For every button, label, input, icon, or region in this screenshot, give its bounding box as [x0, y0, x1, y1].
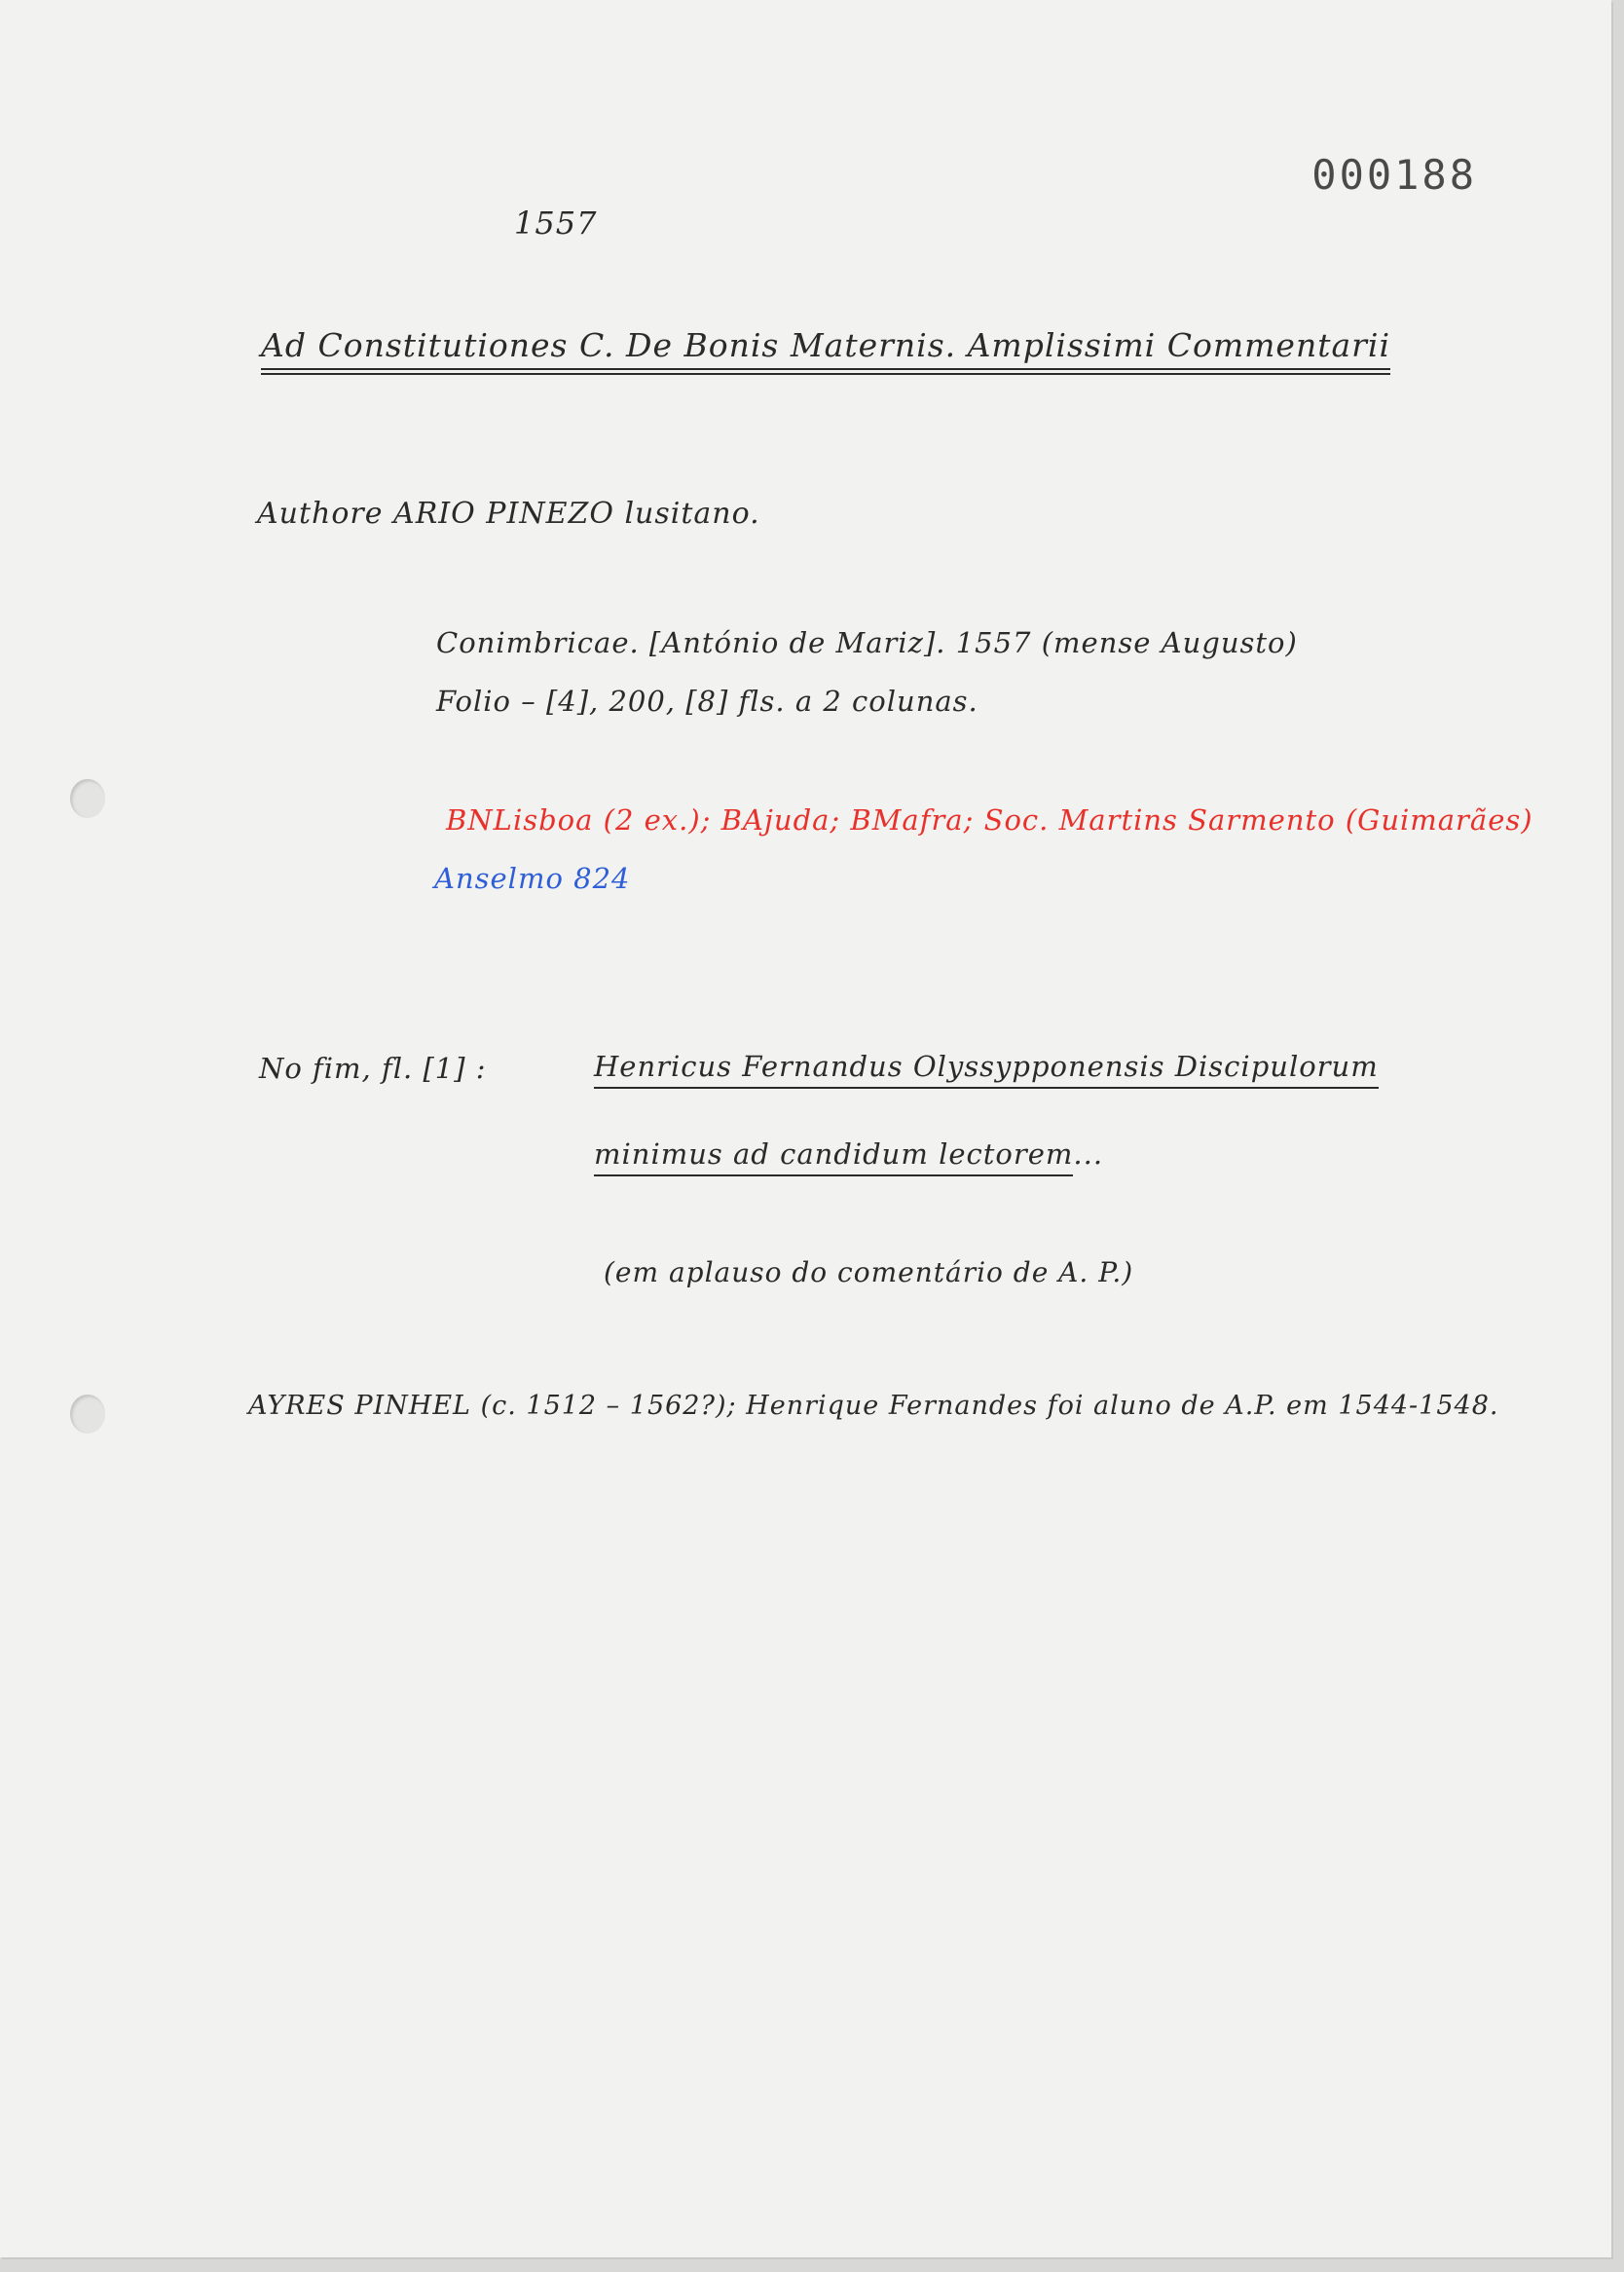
- biographical-note: AYRES PINHEL (c. 1512 – 1562?); Henrique Fernandes foi aluno de A.P. em 1544-1548.: [248, 1391, 1499, 1421]
- holdings-list: BNLisboa (2 ex.); BAjuda; BMafra; Soc. Martins Sarmento (Guimarães): [446, 803, 1533, 837]
- imprint: Conimbricae. [António de Mariz]. 1557 (mense Augusto): [436, 626, 1298, 659]
- author-line: Authore ARIO PINEZO lusitano.: [257, 497, 760, 531]
- bibliographic-reference: Anselmo 824: [434, 862, 631, 895]
- year: 1557: [514, 205, 598, 242]
- punch-hole: [70, 1395, 105, 1434]
- collation: Folio – [4], 200, [8] fls. a 2 colunas.: [436, 685, 978, 718]
- book-title: Ad Constitutiones C. De Bonis Maternis. Amplissimi Commentarii: [261, 326, 1390, 370]
- colophon-line-1: Henricus Fernandus Olyssypponensis Discipulorum: [594, 1050, 1379, 1089]
- colophon-line-2-underlined: minimus ad candidum lectorem: [594, 1137, 1073, 1176]
- colophon-note: (em aplauso do comentário de A. P.): [604, 1256, 1134, 1288]
- stamp-number: 000188: [1311, 151, 1477, 199]
- punch-hole: [70, 779, 105, 818]
- colophon-line-2-tail: ...: [1073, 1137, 1104, 1171]
- colophon-line-2: [594, 1137, 1103, 1171]
- colophon-label: No fim, fl. [1] :: [259, 1052, 487, 1085]
